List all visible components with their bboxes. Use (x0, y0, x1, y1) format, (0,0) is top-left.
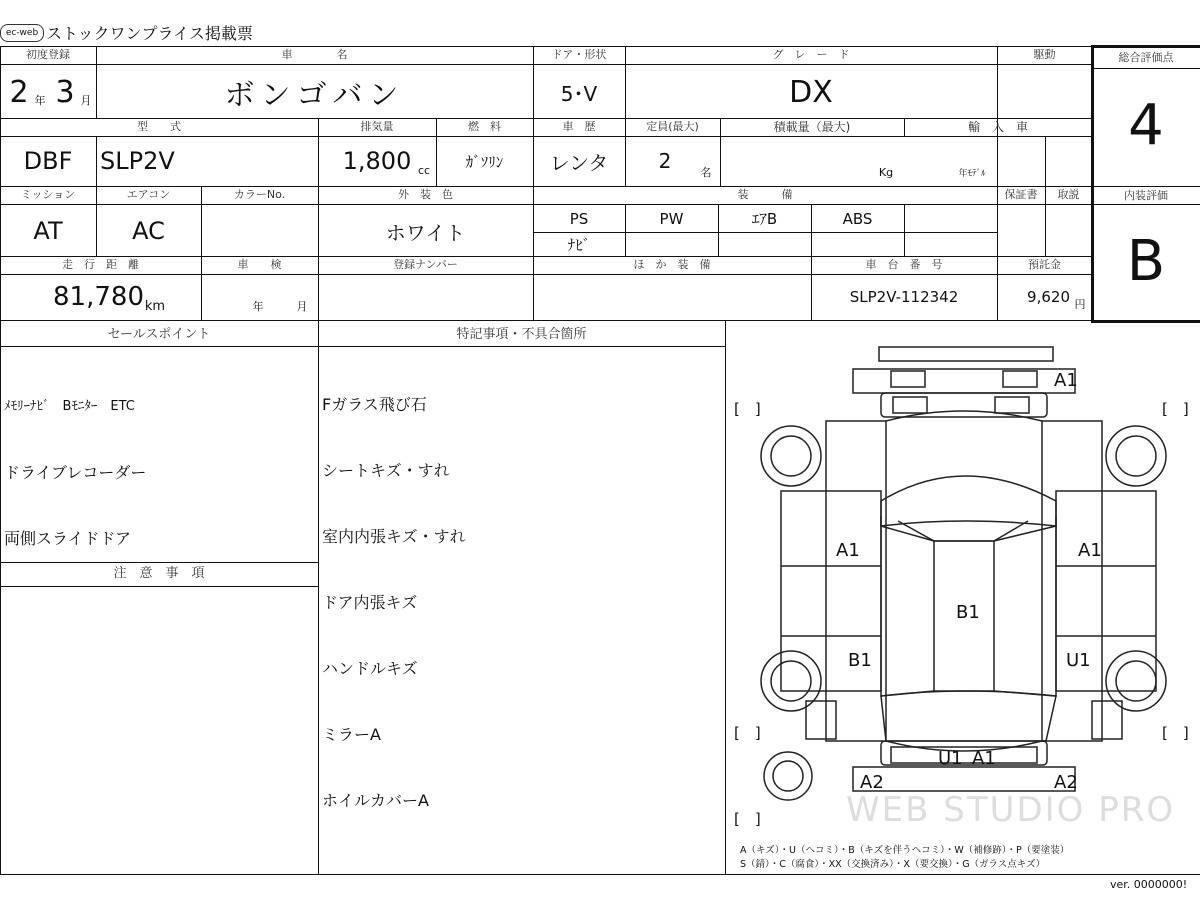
model: SLP2V (100, 147, 175, 175)
reg-year-unit: 年 (34, 94, 46, 107)
mileage-unit: km (144, 298, 166, 314)
deposit-unit: 円 (1074, 298, 1086, 311)
mark-rear-left-a2: A2 (860, 772, 884, 793)
logo: ec-web (0, 24, 44, 42)
car-name: ボンゴバン (224, 78, 405, 113)
total-score: 4 (1128, 92, 1164, 158)
displacement: 1,800 (342, 147, 412, 175)
mark-rear-right-a2: A2 (1054, 772, 1078, 793)
hdr-door-shape: ドア・形状 (551, 48, 607, 61)
capacity: 2 (658, 149, 672, 173)
mark-left-rear: B1 (848, 650, 872, 671)
import-model-year: 年ﾓﾃﾞﾙ (958, 168, 986, 179)
hdr-plate: 登録ナンバー (393, 258, 458, 271)
list-item: シートキズ・すれ (322, 461, 450, 480)
history: レンタ (549, 150, 609, 175)
displacement-unit: cc (417, 163, 431, 177)
hdr-model: 型 式 (137, 120, 181, 133)
hdr-chassis: 車 台 番 号 (865, 258, 943, 271)
document-title: ストックワンプライス掲載票 (46, 24, 253, 43)
hdr-import: 輸 入 車 (967, 120, 1028, 134)
list-item: ミラーA (322, 725, 381, 744)
deposit: 9,620 (1027, 288, 1070, 306)
hdr-load: 積載量（最大) (773, 120, 851, 134)
equip-ps: PS (569, 209, 589, 228)
bracket-rear-right: [ ] (1162, 724, 1189, 742)
hdr-manual: 取説 (1057, 188, 1080, 201)
mark-front-bumper: A1 (1054, 370, 1078, 391)
bracket-rear-left: [ ] (734, 724, 761, 742)
list-item: ドア内張キズ (322, 593, 418, 612)
hdr-history: 車 歴 (562, 120, 596, 133)
mark-rear-u1: U1 (938, 748, 963, 769)
hdr-warranty: 保証書 (1004, 188, 1038, 201)
bracket-front-right: [ ] (1162, 400, 1189, 418)
fuel: ｶﾞｿﾘﾝ (465, 152, 504, 171)
hdr-caution: 注 意 事 項 (113, 566, 205, 581)
legend-line-1: A（キズ）・U（ヘコミ）・B（キズを伴うヘコミ）・W（補修跡）・P（要塗装） (740, 845, 1070, 856)
hdr-drive: 駆動 (1033, 48, 1056, 61)
mileage: 81,780 (53, 282, 144, 312)
hdr-interior-score: 内装評価 (1124, 189, 1168, 202)
hdr-mileage: 走 行 距 離 (62, 258, 139, 271)
grade: DX (789, 74, 833, 110)
hdr-color-no: カラーNo. (233, 188, 286, 201)
mark-rear-a1: A1 (972, 748, 996, 769)
mark-roof: B1 (956, 602, 980, 623)
hdr-grade: グ レ ー ド (772, 48, 850, 61)
watermark: WEB STUDIO PRO (846, 790, 1176, 830)
reg-month-unit: 月 (80, 94, 92, 107)
chassis-number: SLP2V-112342 (849, 288, 959, 306)
door-shape: 5･V (560, 81, 598, 106)
list-item: ドライブレコーダー (4, 463, 147, 482)
list-item: ホイルカバーA (322, 791, 429, 810)
hdr-mission: ミッション (20, 188, 76, 201)
hdr-capacity: 定員(最大) (646, 120, 699, 133)
list-item: ハンドルキズ (322, 659, 418, 678)
hdr-sales-points: セールスポイント (107, 327, 211, 342)
list-item: 両側スライドドア (4, 529, 132, 548)
legend-line-2: S（錆）・C（腐食）・XX（交換済み）・X（要交換）・G（ガラス点キズ） (740, 859, 1046, 870)
hdr-displacement: 排気量 (360, 120, 394, 133)
model-prefix: DBF (23, 147, 73, 175)
bracket-front-left: [ ] (734, 400, 761, 418)
hdr-fuel: 燃 料 (468, 120, 501, 133)
car-diagram (726, 321, 1200, 841)
hdr-other-equip: ほ か 装 備 (633, 258, 711, 271)
reg-year: 2 (9, 74, 29, 110)
hdr-aircon: エアコン (126, 188, 171, 201)
equip-airbag: ｴｱB (751, 210, 778, 228)
notes-list (322, 350, 466, 834)
hdr-deposit: 預託金 (1028, 258, 1061, 271)
equip-abs: ABS (842, 209, 873, 228)
reg-month: 3 (55, 74, 75, 110)
hdr-notes-defects: 特記事項・不具合箇所 (456, 327, 587, 342)
list-item: 室内内張キズ・すれ (322, 527, 466, 546)
hdr-inspection: 車 検 (237, 258, 282, 271)
equip-pw: PW (659, 209, 684, 228)
aircon: AC (132, 217, 165, 245)
hdr-equipment: 装 備 (737, 188, 793, 201)
exterior-color: ホワイト (385, 220, 466, 245)
list-item: ﾒﾓﾘｰﾅﾋﾞ Bﾓﾆﾀｰ ETC (4, 399, 135, 414)
capacity-unit: 名 (700, 166, 712, 179)
mark-left-door: A1 (836, 540, 860, 561)
interior-score: B (1126, 228, 1166, 294)
load-unit: Kg (878, 165, 894, 179)
bracket-spare: [ ] (734, 810, 761, 828)
hdr-first-reg: 初度登録 (26, 48, 70, 61)
hdr-exterior-color: 外 装 色 (398, 188, 453, 201)
sales-points-list (4, 352, 146, 572)
version: ver. 0000000! (1110, 878, 1188, 891)
inspection-year: 年 (252, 300, 264, 313)
list-item: Fガラス飛び石 (322, 395, 427, 414)
inspection-month: 月 (296, 300, 308, 313)
mark-right-door: A1 (1078, 540, 1102, 561)
mission: AT (33, 217, 63, 245)
mark-right-rear: U1 (1066, 650, 1091, 671)
equip-navi: ﾅﾋﾞ (567, 236, 591, 254)
hdr-car-name: 車 名 (281, 48, 348, 61)
hdr-total-score: 総合評価点 (1118, 51, 1174, 64)
